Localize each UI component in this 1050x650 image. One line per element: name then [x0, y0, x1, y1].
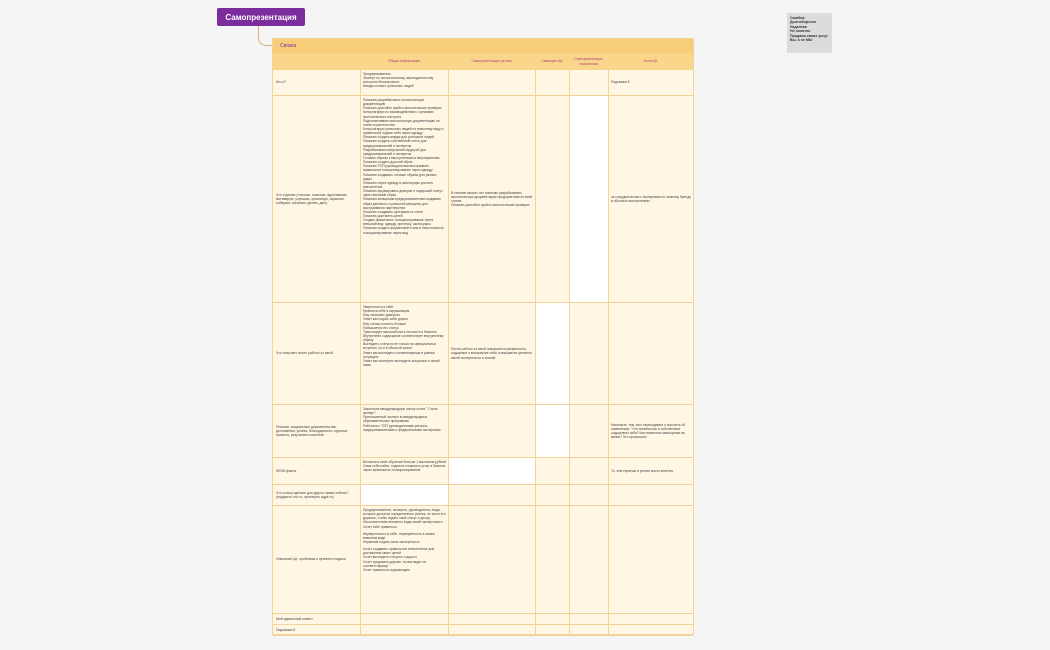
general-info-cell[interactable] [360, 625, 448, 635]
cell-text-line: Ему начинают доверять [363, 313, 400, 318]
cell-text-line: Подготавливаем экологическую документацию на этапе строительства [363, 118, 440, 127]
cell-text-line: за сотрудничество с экспертами по личному бренду в обычных выступлениях [611, 194, 691, 203]
cell-text-line: Внутреннее содержание соответствует внутреннему образу [363, 333, 444, 343]
table-board [272, 38, 694, 635]
cell-text-line: Предприниматели, эксперты, руководители, люди, которые достигли определенного успеха, но хотят его держать, чтобы подать свой статус и доход [363, 508, 446, 521]
cell-text-line: Консультирую по взаимодействию с органами экологического контроля [363, 110, 434, 119]
cell-text-line: Знает как экспертно выглядеть актуально в своей нише [363, 358, 440, 367]
cell-text-line: Помогаю достойно пройти экологические проверки [363, 106, 442, 111]
cell-text-line: Готовлю образы к выступлениям и мероприятиям [363, 155, 440, 160]
oral-presentation-cell[interactable] [448, 614, 535, 624]
audience-pains-cell[interactable] [608, 625, 693, 635]
table-row [273, 625, 693, 636]
cell-text-line: Помогаю достойно пройти экологические проверки [451, 203, 530, 208]
cell-text-line: Вложила в своё обучение больше 1 миллиона рублей [363, 460, 447, 464]
audience-pains-cell[interactable] [608, 506, 693, 613]
audience-presentation-cell[interactable] [535, 485, 569, 505]
written-presentation-cell[interactable] [569, 303, 608, 404]
cell-text-line: Разрабатываю капсульный гардероб для предпринимателей и экспертов [363, 147, 426, 156]
row-label: Кто я? [276, 80, 287, 85]
cell-text-line: Консультирую успешных людей по внешнему виду и правильной подаче себя через одежду [363, 126, 444, 136]
column-header-row [273, 53, 693, 70]
cell-text-line: Помогаю создавать артефакты в стиле [363, 209, 424, 214]
audience-presentation-cell[interactable] [535, 405, 569, 457]
oral-presentation-cell[interactable] [448, 625, 535, 635]
written-presentation-cell[interactable] [569, 458, 608, 484]
audience-presentation-cell[interactable] [535, 70, 569, 95]
table-row [273, 96, 693, 303]
audience-pains-cell[interactable] [608, 485, 693, 505]
audience-presentation-cell[interactable] [535, 625, 569, 635]
cell-text-line: Помогаю создать имидж для успешных людей [363, 135, 435, 140]
audience-presentation-cell[interactable] [535, 303, 569, 404]
cell-text-line: Напишите, тем, кого переходимся о спросить об изменениях: "Что поменялось в собственных ощущениях себя? Как поменяла самооценка на жизни? Что произошло [611, 422, 686, 440]
written-presentation-cell[interactable] [569, 506, 608, 613]
cell-text-line: Подсказка 5 [611, 80, 630, 85]
oral-presentation-cell[interactable] [448, 70, 535, 95]
cell-text-line: Предприниматель [363, 72, 391, 76]
audience-presentation-cell[interactable] [535, 96, 569, 302]
row-label: Что получает после работы со мной [276, 351, 334, 356]
cell-text-line: Повышается его статус [363, 325, 399, 330]
cell-text-line: Помогаю разрабатывать экологическую документацию [363, 98, 425, 107]
cell-text-line: Сама себе найти, подняла стоимость услуг в бизнесе через правильное позиционирование [363, 464, 446, 473]
audience-presentation-cell[interactable] [535, 506, 569, 613]
written-presentation-cell[interactable] [569, 70, 608, 95]
cell-text-line: Помогаю через одежду и аксессуары усилить впечатление [363, 180, 433, 189]
general-info-cell[interactable] [360, 303, 448, 404]
column-header [273, 53, 360, 70]
cell-text-line: Помогаю формировать доверие и лидерский статус через внешний образ [363, 189, 443, 198]
cell-text-line: Приглашенный эксперт в международных образовательных программах [363, 415, 428, 424]
audience-pains-cell[interactable] [608, 458, 693, 484]
sticky-note-line: Не понятно [790, 29, 811, 34]
cell-text-line: То, чем теряешь в успехе моего клиента [611, 468, 674, 473]
row-label: Что я могу сделать для других прямо сейчас? (подарить что-то, протянуть куда-то) [276, 490, 349, 499]
cell-text-line: Помогаю создать собственный стиль для предпринимателей и экспертов [363, 139, 427, 148]
cell-text-line: Хочет продавать дороже, но выглядит не соответствующе [363, 559, 427, 568]
written-presentation-cell[interactable] [569, 485, 608, 505]
audience-presentation-cell[interactable] [535, 614, 569, 624]
oral-presentation-cell[interactable] [448, 458, 535, 484]
table-row [273, 614, 693, 625]
cell-text-line: Хочет нравиться окружающим [363, 567, 410, 572]
row-label: Мой идеальный клиент [276, 616, 313, 621]
sticky-note[interactable] [787, 13, 832, 53]
table-row [273, 405, 693, 458]
table-row [273, 303, 693, 405]
column-header: Боли ЦА [643, 59, 658, 64]
table-row [273, 485, 693, 506]
audience-pains-cell[interactable] [608, 405, 693, 457]
cell-text-line: Знает как подать себя дорого [363, 317, 409, 322]
connector-line [258, 26, 272, 46]
general-info-cell[interactable] [360, 458, 448, 484]
written-presentation-cell[interactable] [569, 614, 608, 624]
cell-text-line: Несоответствие внешнего вида своей экспертности [363, 520, 443, 525]
cell-text-line: Эксперт по экологическому законодательству контролю безопасности [363, 76, 434, 85]
written-presentation-cell[interactable] [569, 405, 608, 457]
oral-presentation-cell[interactable] [448, 405, 535, 457]
cell-text-line: Имидж стилист успешных людей [363, 84, 414, 89]
sticky-note-line: Продажа своих услуг [790, 33, 828, 38]
cell-text-line: Помогаю ТОП-руководителям выстраивать правильное позиционирование через одежду [363, 164, 433, 173]
column-header: Самопрезентация устная [471, 59, 512, 64]
column-header: Самопрезентация письменная [574, 57, 603, 66]
sticky-note-line: Вы, а не МЫ [790, 38, 813, 43]
general-info-cell[interactable] [360, 70, 448, 95]
written-presentation-cell[interactable] [569, 96, 608, 302]
oral-presentation-cell[interactable] [448, 485, 535, 505]
audience-pains-cell[interactable] [608, 614, 693, 624]
cell-text-line: Хочет создавать правильное впечатление для достижения своих целей [363, 547, 435, 556]
cell-text-line: В течение многих лет помогаю разрабатывать экологическую документацию предприятиям по всей стране [451, 190, 533, 203]
column-header: Самопрез ЦА [541, 59, 563, 64]
sticky-note-line: Долго/Коротко [790, 20, 817, 25]
cell-text-line: Уверенность в себе [363, 305, 394, 309]
row-label: Регалии, социальные доказательства, достижения, успехи, благодарности, крупные проекты, результаты клиентов [276, 424, 348, 438]
cell-text-line: Закончила международную школу стиля " Стиль эксперт" [363, 407, 438, 416]
table-row [273, 70, 693, 96]
cell-text-line: Хочет себе нравиться [363, 524, 397, 529]
general-info-cell[interactable] [360, 405, 448, 457]
cell-text-line: Создаю правильное позиционирование через внешний вид: одежду, прическу, аксессуары [363, 218, 434, 227]
sticky-note-line: Ошибки: [790, 16, 806, 20]
cell-text-line: Нравится себе в окружающем [363, 309, 410, 314]
general-info-cell[interactable] [360, 506, 448, 613]
cell-text-line: Знает как выглядеть соответствующе в разных ситуациях [363, 350, 435, 359]
page-title-badge[interactable]: Самопрезентация [217, 8, 305, 26]
table-row [273, 506, 693, 614]
cell-text-line: Выглядеть статусно не только на официальных встречах, но и в обычной жизни [363, 342, 437, 351]
board-header: Связка [273, 39, 693, 53]
cell-text-line: Ему готовы платить больше [363, 321, 407, 326]
table-row [273, 458, 693, 485]
oral-presentation-cell[interactable] [448, 96, 535, 302]
general-info-cell[interactable] [360, 485, 448, 505]
cell-text-line: Транслирует масштабность личности и бизнеса [363, 329, 437, 334]
audience-pains-cell[interactable] [608, 70, 693, 95]
sticky-note-line: Издалека [790, 24, 807, 29]
cell-text-line: Помогаю достигать целей [363, 213, 403, 218]
audience-presentation-cell[interactable] [535, 458, 569, 484]
general-info-cell[interactable] [360, 614, 448, 624]
oral-presentation-cell[interactable] [448, 303, 535, 404]
audience-pains-cell[interactable] [608, 96, 693, 302]
audience-pains-cell[interactable] [608, 303, 693, 404]
cell-text-line: Хочет выглядеть статусно и дорого [363, 555, 417, 560]
cell-text-line: Помогаю создавать готовые образы для разных задач [363, 172, 437, 181]
cell-text-line: После работы со мной повышается уверенность, ощущение и восприятие себя, повышается ценность своей экспертности в знаний [451, 347, 533, 360]
cell-text-line: Работала с ТОП руководителями региона, предпринимателями и федеральными экспертами [363, 423, 441, 432]
oral-presentation-cell[interactable] [448, 506, 535, 613]
column-header: Общая информация [387, 59, 421, 64]
cell-text-line: Помогаю создать дорогой образ [363, 160, 413, 165]
general-info-cell[interactable] [360, 96, 448, 302]
row-label: Подсказка 6 [276, 627, 296, 632]
cell-text-line: Помогаю женщинам-предпринимателям создавать образ делового и успешной женщины для выстраивания партнерства [363, 197, 442, 210]
cell-text-line: Неуверенность в себе, неуверенность в своем внешнем виде [363, 531, 435, 540]
row-label: WOW-факты [276, 468, 297, 473]
cell-text-line: Помогаю создать фирменный стиль и персональное позиционирование через вид [363, 226, 444, 235]
cell-text-line: Неумение подать свою экспертность [363, 539, 420, 544]
row-label: Описание ЦА, проблемы и ценности подачи [276, 557, 346, 562]
row-label: Что я делаю (глаголы: помогаю, вдохновляю, мотивирую, улучшаю, организую, окрыляю, собираю, погазгаю, делаю, даю) [276, 192, 348, 206]
written-presentation-cell[interactable] [569, 625, 608, 635]
